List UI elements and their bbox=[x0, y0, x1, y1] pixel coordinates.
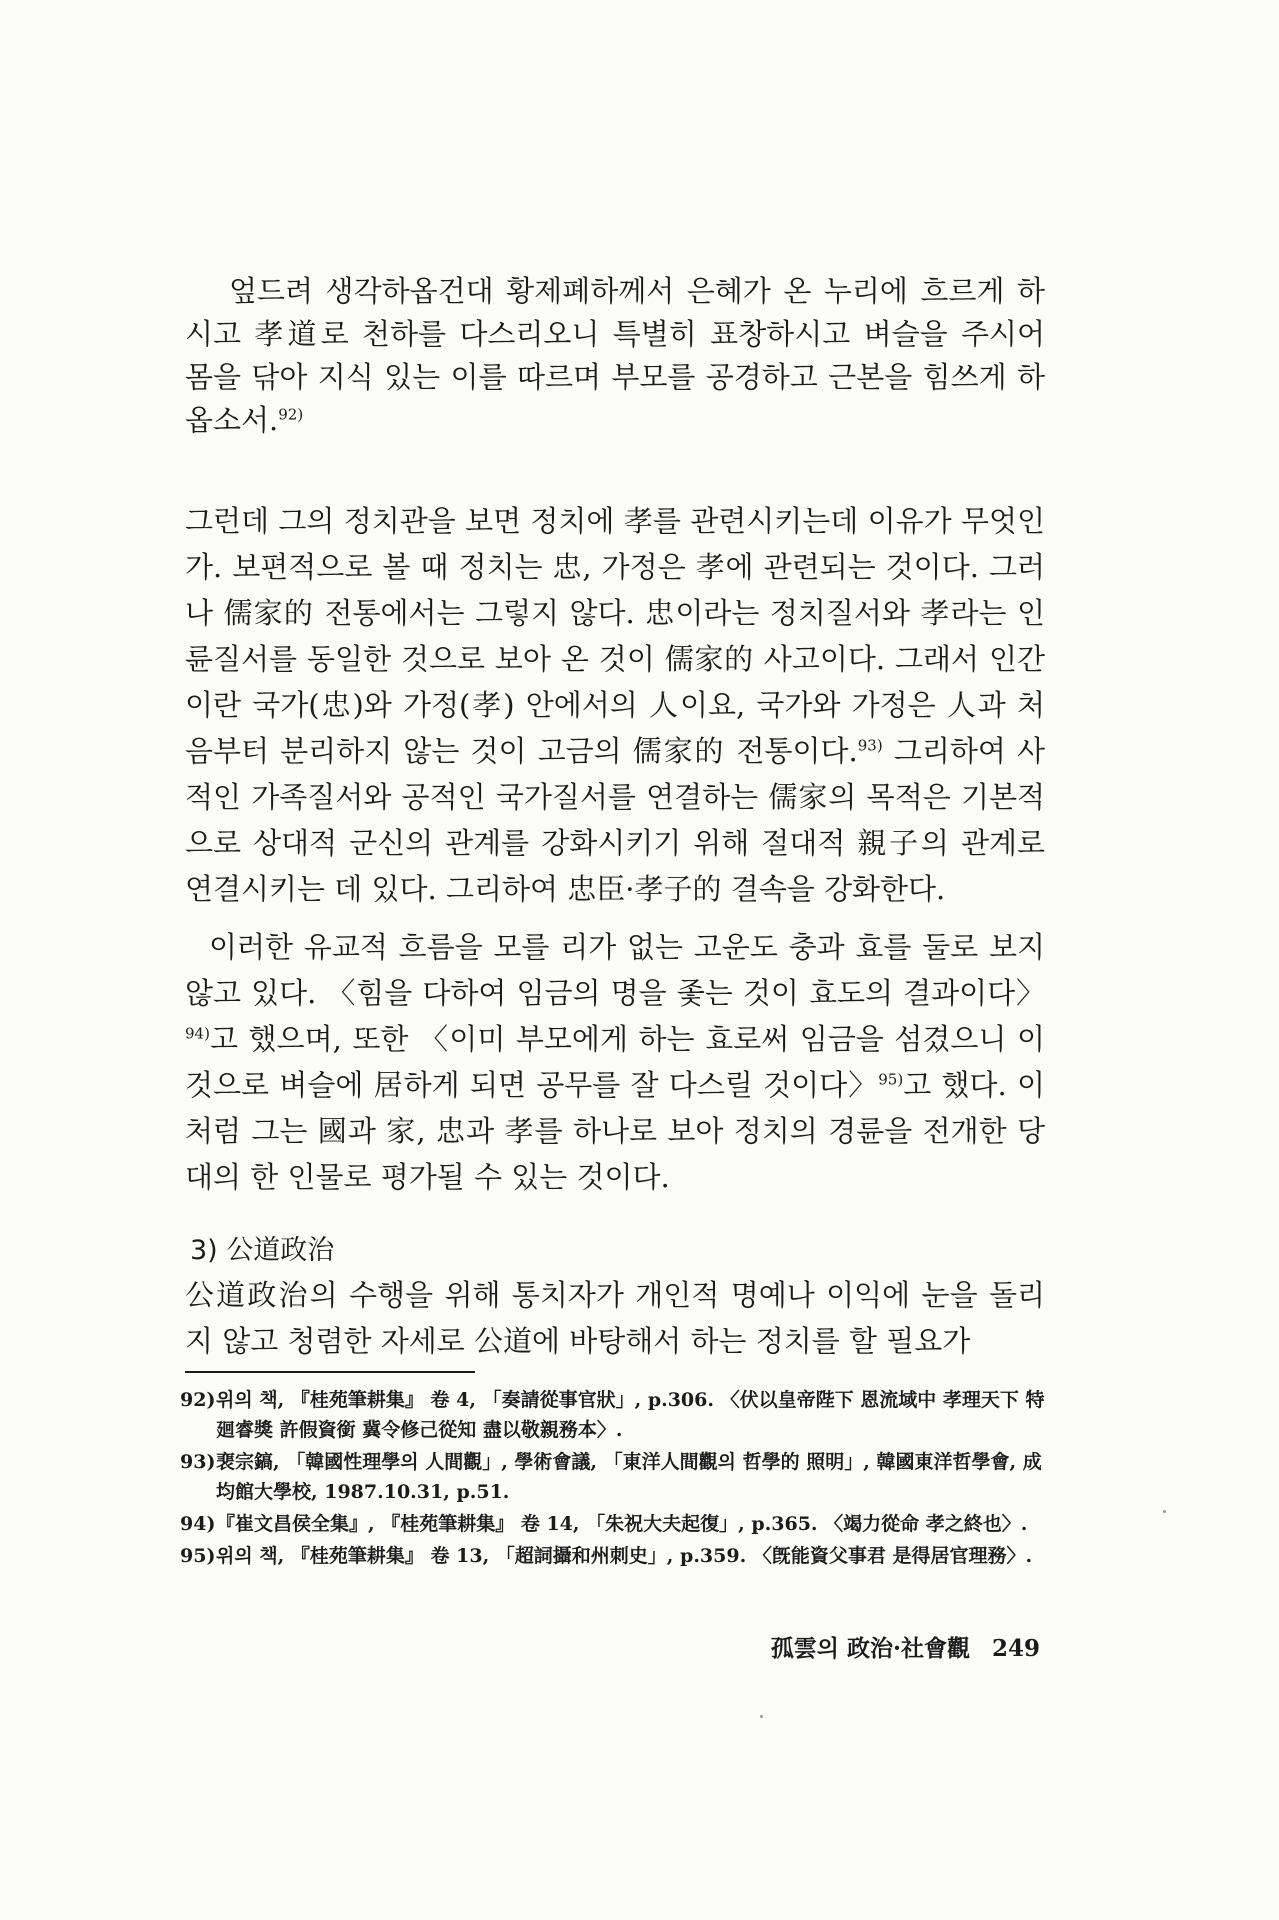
footnote-item bbox=[180, 1447, 1050, 1507]
footnote-text: 『崔文昌侯全集』, 『桂苑筆耕集』 卷 14, 「朱祝大夫起復」, p.365. 〈竭力從命 孝之終也〉. bbox=[216, 1513, 1028, 1535]
footnote-item bbox=[180, 1385, 1050, 1445]
footnote-ref-93: 93) bbox=[857, 736, 883, 755]
footnote-number: 95) bbox=[180, 1545, 216, 1567]
page-number: 249 bbox=[991, 1635, 1040, 1662]
footnote-text: 裵宗鎬, 「韓國性理學의 人間觀」, 學術會議, 「東洋人間觀의 哲學的 照明」, 韓國東洋哲學會, 成均館大學校, 1987.10.31, p.51. bbox=[216, 1451, 1042, 1503]
footnotes bbox=[180, 1385, 1050, 1573]
paragraph-text: 이러한 유교적 흐름을 모를 리가 없는 고운도 충과 효를 둘로 보지 않고 있다. 〈힘을 다하여 임금의 명을 좇는 것이 효도의 결과이다〉 bbox=[185, 930, 1045, 1010]
paragraph-text: 公道政治의 수행을 위해 통치자가 개인적 명예나 이익에 눈을 돌리지 않고 청렴한 자세로 公道에 바탕해서 하는 정치를 할 필요가 bbox=[185, 1278, 1045, 1358]
scan-speck bbox=[760, 1715, 763, 1718]
paragraph-text: 그리하여 사적인 가족질서와 공적인 국가질서를 연결하는 儒家의 목적은 기본적으로 상대적 군신의 관계를 강화시키기 위해 절대적 親子의 관계로 연결시키는 데 있다. 그리하여 忠臣·孝子的 결속을 강화한다. bbox=[185, 734, 1045, 906]
scan-speck bbox=[1163, 1510, 1166, 1513]
running-title: 孤雲의 政治·社會觀 bbox=[770, 1635, 970, 1662]
running-footer bbox=[0, 1630, 1040, 1663]
footnote-item bbox=[180, 1509, 1050, 1539]
footnote-text: 위의 책, 『桂苑筆耕集』 卷 4, 「奏請從事官狀」, p.306. 〈伏以皇帝陛下 恩流域中 孝理天下 特廻睿獎 許假資銜 冀令修己從知 盡以敬親務本〉. bbox=[216, 1389, 1045, 1441]
paragraph-text: 고 했다. 이처럼 그는 國과 家, 忠과 孝를 하나로 보아 정치의 경륜을 전개한 당대의 한 인물로 평가될 수 있는 것이다. bbox=[185, 1068, 1045, 1194]
body-paragraph-2 bbox=[185, 924, 1045, 1200]
block-quote bbox=[185, 270, 1045, 442]
body-paragraph-1 bbox=[185, 498, 1045, 912]
footnote-text: 위의 책, 『桂苑筆耕集』 卷 13, 「超詞攝和州刺史」, p.359. 〈旣能資父事君 是得居官理務〉. bbox=[216, 1545, 1033, 1567]
section-heading: 3) 公道政治 bbox=[190, 1235, 335, 1266]
footnote-ref-94: 94) bbox=[185, 1024, 210, 1043]
paragraph-text: 고 했으며, 또한 〈이미 부모에게 하는 효로써 임금을 섬겼으니 이것으로 벼슬에 居하게 되면 공무를 잘 다스릴 것이다〉 bbox=[185, 1022, 1045, 1102]
footnote-ref-95: 95) bbox=[878, 1070, 904, 1089]
quote-text: 엎드려 생각하옵건대 황제폐하께서 은혜가 온 누리에 흐르게 하시고 孝道로 천하를 다스리오니 특별히 표창하시고 벼슬을 주시어 몸을 닦아 지식 있는 이를 따르며 부모를 공경하고 근본을 힘쓰게 하옵소서. bbox=[185, 274, 1045, 437]
footnote-item bbox=[180, 1541, 1050, 1571]
footnote-number: 92) bbox=[180, 1389, 216, 1411]
footnote-divider bbox=[185, 1371, 475, 1373]
paragraph-text: 그런데 그의 정치관을 보면 정치에 孝를 관련시키는데 이유가 무엇인가. 보편적으로 볼 때 정치는 忠, 가정은 孝에 관련되는 것이다. 그러나 儒家的 전통에서는 그렇지 않다. 忠이라는 정치질서와 孝라는 인륜질서를 동일한 것으로 보아 온 것이 儒家的 사고이다. 그래서 인간이란 국가(忠)와 가정(孝) 안에서의 人이요, 국가와 가정은 人과 처음부터 분리하지 않는 것이 고금의 儒家的 전통이다. bbox=[185, 504, 1045, 768]
footnote-number: 94) bbox=[180, 1513, 216, 1535]
footnote-number: 93) bbox=[180, 1451, 216, 1473]
footnote-ref-92: 92) bbox=[278, 405, 304, 424]
body-paragraph-3 bbox=[185, 1272, 1045, 1364]
